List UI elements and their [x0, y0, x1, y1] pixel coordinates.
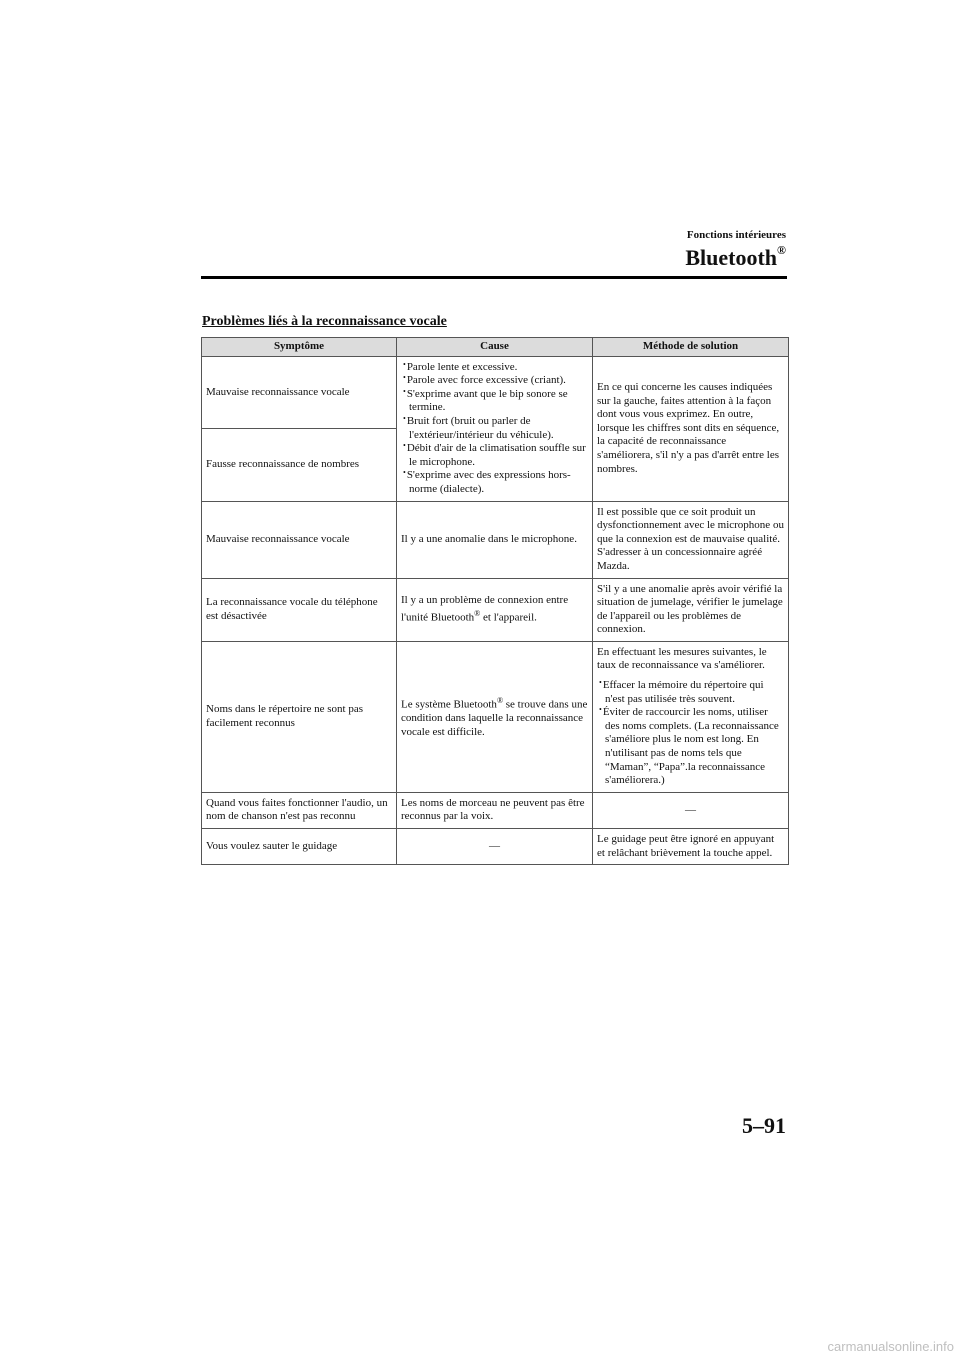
cause-cell — [397, 356, 593, 501]
solution-cell: En ce qui concerne les causes indiquées sur la gauche, faites attention à la façon dont vous vous exprimez. En outre, lorsque les chiffres sont dits en séquence, la capacité de reconnaissance s'améliorera, s'il n'y a pas d'arrêt entre les nombres. — [593, 356, 789, 501]
chapter-label: Fonctions intérieures — [686, 229, 786, 241]
symptom-cell: Vous voulez sauter le guidage — [202, 829, 397, 865]
page-title — [685, 245, 786, 271]
cause-text: Il y a un problème de connexion entre l'unité Bluetooth — [401, 593, 569, 625]
cause-cell — [397, 578, 593, 641]
page-title-text: Bluetooth — [685, 245, 778, 270]
table-row — [202, 792, 789, 828]
table-row — [202, 578, 789, 641]
troubleshooting-table — [201, 337, 789, 865]
solution-cell: Le guidage peut être ignoré en appuyant et relâchant brièvement la touche appel. — [593, 829, 789, 865]
table-header-row — [202, 338, 789, 357]
table-row — [202, 641, 789, 792]
cause-cell: Il y a une anomalie dans le microphone. — [397, 501, 593, 578]
symptom-cell: Mauvaise reconnaissance vocale — [202, 501, 397, 578]
cause-item: • S'exprime avant que le bip sonore se termine. — [401, 388, 588, 415]
cause-text-end: et l'appareil. — [480, 612, 537, 625]
symptom-cell: Quand vous faites fonctionner l'audio, un nom de chanson n'est pas reconnu — [202, 792, 397, 828]
watermark: carmanualsonline.info — [827, 1339, 954, 1354]
page-number: 5–91 — [742, 1113, 786, 1138]
cause-item: • Parole avec force excessive (criant). — [401, 374, 588, 388]
solution-cell: — — [593, 792, 789, 828]
cause-cell: Les noms de morceau ne peuvent pas être reconnus par la voix. — [397, 792, 593, 828]
cause-text-end: se trouve dans une condition dans laquelle la reconnaissance vocale est difficile. — [401, 698, 588, 738]
cause-item: • Débit d'air de la climatisation souffle sur le microphone. — [401, 442, 588, 469]
solution-item: • Effacer la mémoire du répertoire qui n'est pas utilisée très souvent. — [597, 679, 784, 706]
registered-mark: ® — [474, 609, 481, 619]
solution-intro: En effectuant les mesures suivantes, le taux de reconnaissance va s'améliorer. — [597, 645, 767, 672]
registered-mark: ® — [496, 696, 504, 706]
symptom-cell: Noms dans le répertoire ne sont pas facilement reconnus — [202, 641, 397, 792]
cause-text: Le système Bluetooth — [401, 698, 497, 711]
cause-item: • Bruit fort (bruit ou parler de l'extérieur/intérieur du véhicule). — [401, 415, 588, 442]
col-header-solution: Méthode de solution — [593, 338, 789, 357]
header-rule — [201, 276, 787, 279]
solution-cell — [593, 641, 789, 792]
solution-item: • Éviter de raccourcir les noms, utiliser des noms complets. (La reconnaissance s'améliore plus le nom est long. En n'utilisant pas de noms tels que “Maman”, “Papa”.la reconnaissance s'améliorera.) — [597, 706, 784, 788]
solution-cell: Il est possible que ce soit produit un dysfonctionnement avec le microphone ou que la connexion est de mauvaise qualité. S'adresser à un concessionnaire agréé Mazda. — [593, 501, 789, 578]
table-row — [202, 356, 789, 428]
symptom-cell: La reconnaissance vocale du téléphone est désactivée — [202, 578, 397, 641]
section-title: Problèmes liés à la reconnaissance vocale — [202, 314, 447, 329]
col-header-symptom: Symptôme — [202, 338, 397, 357]
table-row — [202, 501, 789, 578]
symptom-cell: Mauvaise reconnaissance vocale — [202, 356, 397, 428]
cause-cell — [397, 641, 593, 792]
registered-mark: ® — [777, 243, 786, 257]
cause-item: • S'exprime avec des expressions hors-norme (dialecte). — [401, 469, 588, 496]
cause-cell: — — [397, 829, 593, 865]
cause-item: • Parole lente et excessive. — [401, 361, 588, 375]
solution-cell: S'il y a une anomalie après avoir vérifié la situation de jumelage, vérifier le jumelage de l'appareil ou les problèmes de connexion. — [593, 578, 789, 641]
col-header-cause: Cause — [397, 338, 593, 357]
symptom-cell: Fausse reconnaissance de nombres — [202, 429, 397, 501]
table-row — [202, 829, 789, 865]
